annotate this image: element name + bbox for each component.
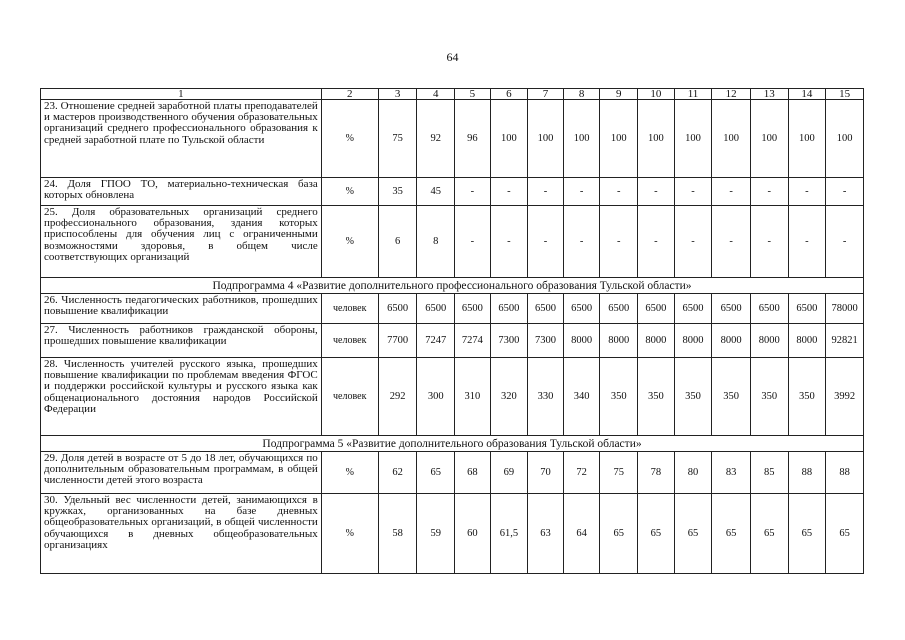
column-header: 15 [826, 89, 864, 100]
indicator-name: 30. Удельный вес численности детей, занимающихся в кружках, организованных на базе дневных общеобразовательных организаций, в общей численности обучающихся в дневных общеобразовательных организациях [41, 494, 322, 574]
value-cell: - [638, 206, 675, 278]
indicator-name: 28. Численность учителей русского языка, прошедших повышение квалификации по проблемам введения ФГОС и поддержки российской культуры и русского языка как общенационального достояния народов Российской Федерации [41, 358, 322, 436]
value-cell: 65 [826, 494, 864, 574]
value-cell: 65 [788, 494, 826, 574]
value-cell: 6500 [674, 294, 712, 324]
value-cell: 100 [563, 100, 600, 178]
value-cell: 96 [455, 100, 491, 178]
unit-cell: человек [321, 358, 378, 436]
value-cell: 8000 [563, 324, 600, 358]
value-cell: 6500 [788, 294, 826, 324]
value-cell: - [712, 178, 751, 206]
value-cell: 78000 [826, 294, 864, 324]
value-cell: - [750, 178, 788, 206]
value-cell: 6500 [378, 294, 417, 324]
value-cell: 100 [490, 100, 528, 178]
value-cell: - [826, 178, 864, 206]
value-cell: 6500 [417, 294, 455, 324]
value-cell: 63 [528, 494, 564, 574]
column-header: 3 [378, 89, 417, 100]
header-row [41, 89, 864, 100]
table-row [41, 178, 864, 206]
unit-cell: % [321, 494, 378, 574]
subprogram-row [41, 278, 864, 294]
value-cell: 100 [638, 100, 675, 178]
value-cell: 6 [378, 206, 417, 278]
value-cell: 59 [417, 494, 455, 574]
column-header: 1 [41, 89, 322, 100]
column-header: 2 [321, 89, 378, 100]
column-header: 14 [788, 89, 826, 100]
value-cell: 8000 [674, 324, 712, 358]
indicator-name: 24. Доля ГПОО ТО, материально-техническая база которых обновлена [41, 178, 322, 206]
table-row [41, 494, 864, 574]
unit-cell: человек [321, 324, 378, 358]
unit-cell: % [321, 206, 378, 278]
value-cell: 300 [417, 358, 455, 436]
value-cell: 8000 [600, 324, 638, 358]
value-cell: - [674, 206, 712, 278]
value-cell: 60 [455, 494, 491, 574]
value-cell: 8000 [712, 324, 751, 358]
table-row [41, 452, 864, 494]
value-cell: 65 [712, 494, 751, 574]
value-cell: 45 [417, 178, 455, 206]
value-cell: 7300 [528, 324, 564, 358]
value-cell: 350 [712, 358, 751, 436]
column-header: 4 [417, 89, 455, 100]
value-cell: 100 [750, 100, 788, 178]
value-cell: 310 [455, 358, 491, 436]
value-cell: 100 [674, 100, 712, 178]
value-cell: 72 [563, 452, 600, 494]
value-cell: 100 [528, 100, 564, 178]
value-cell: 320 [490, 358, 528, 436]
column-header: 9 [600, 89, 638, 100]
table-row [41, 100, 864, 178]
value-cell: 70 [528, 452, 564, 494]
value-cell: 330 [528, 358, 564, 436]
column-header: 13 [750, 89, 788, 100]
value-cell: - [826, 206, 864, 278]
indicator-name: 25. Доля образовательных организаций среднего профессионального образования, здания которых приспособлены для обучения лиц с ограниченными возможностями здоровья, в общем числе соответствующих организаций [41, 206, 322, 278]
value-cell: - [528, 206, 564, 278]
value-cell: 350 [788, 358, 826, 436]
value-cell: 3992 [826, 358, 864, 436]
value-cell: 292 [378, 358, 417, 436]
value-cell: 6500 [712, 294, 751, 324]
indicator-name: 23. Отношение средней заработной платы преподавателей и мастеров производственного обучения образовательных организаций среднего профессионального образования к средней заработной плате по Тульской области [41, 100, 322, 178]
value-cell: 61,5 [490, 494, 528, 574]
page-number: 64 [446, 50, 459, 64]
column-header: 8 [563, 89, 600, 100]
value-cell: 100 [788, 100, 826, 178]
value-cell: 6500 [455, 294, 491, 324]
subprogram-row [41, 436, 864, 452]
value-cell: 85 [750, 452, 788, 494]
value-cell: 350 [600, 358, 638, 436]
value-cell: 8000 [638, 324, 675, 358]
value-cell: 92821 [826, 324, 864, 358]
value-cell: 68 [455, 452, 491, 494]
value-cell: - [528, 178, 564, 206]
value-cell: 69 [490, 452, 528, 494]
value-cell: 75 [600, 452, 638, 494]
value-cell: - [788, 178, 826, 206]
unit-cell: % [321, 452, 378, 494]
indicator-name: 29. Доля детей в возрасте от 5 до 18 лет, обучающихся по дополнительным образовательным программам, в общей численности детей этого возраста [41, 452, 322, 494]
value-cell: 78 [638, 452, 675, 494]
value-cell: 83 [712, 452, 751, 494]
subprogram-title: Подпрограмма 5 «Развитие дополнительного образования Тульской области» [41, 436, 864, 452]
value-cell: - [490, 206, 528, 278]
indicator-name: 27. Численность работников гражданской обороны, прошедших повышение квалификации [41, 324, 322, 358]
subprogram-title: Подпрограмма 4 «Развитие дополнительного профессионального образования Тульской области» [41, 278, 864, 294]
unit-cell: человек [321, 294, 378, 324]
value-cell: 350 [638, 358, 675, 436]
value-cell: - [600, 178, 638, 206]
value-cell: - [712, 206, 751, 278]
value-cell: 340 [563, 358, 600, 436]
table-row [41, 324, 864, 358]
value-cell: 100 [600, 100, 638, 178]
value-cell: 6500 [638, 294, 675, 324]
value-cell: 92 [417, 100, 455, 178]
value-cell: 350 [674, 358, 712, 436]
value-cell: 80 [674, 452, 712, 494]
value-cell: 62 [378, 452, 417, 494]
value-cell: 75 [378, 100, 417, 178]
value-cell: - [455, 178, 491, 206]
value-cell: - [563, 206, 600, 278]
value-cell: 6500 [750, 294, 788, 324]
table-row [41, 206, 864, 278]
value-cell: 6500 [490, 294, 528, 324]
unit-cell: % [321, 178, 378, 206]
value-cell: - [788, 206, 826, 278]
value-cell: 7700 [378, 324, 417, 358]
table-row [41, 294, 864, 324]
value-cell: - [638, 178, 675, 206]
value-cell: 6500 [528, 294, 564, 324]
value-cell: 6500 [563, 294, 600, 324]
value-cell: 65 [638, 494, 675, 574]
value-cell: 8 [417, 206, 455, 278]
indicators-table [40, 88, 864, 574]
value-cell: 100 [712, 100, 751, 178]
value-cell: 88 [788, 452, 826, 494]
value-cell: 6500 [600, 294, 638, 324]
table-row [41, 358, 864, 436]
value-cell: 65 [600, 494, 638, 574]
value-cell: - [563, 178, 600, 206]
value-cell: 7274 [455, 324, 491, 358]
value-cell: 65 [750, 494, 788, 574]
column-header: 10 [638, 89, 675, 100]
column-header: 12 [712, 89, 751, 100]
column-header: 11 [674, 89, 712, 100]
unit-cell: % [321, 100, 378, 178]
column-header: 7 [528, 89, 564, 100]
value-cell: 7247 [417, 324, 455, 358]
value-cell: - [490, 178, 528, 206]
value-cell: 35 [378, 178, 417, 206]
column-header: 5 [455, 89, 491, 100]
value-cell: 64 [563, 494, 600, 574]
column-header: 6 [490, 89, 528, 100]
value-cell: - [750, 206, 788, 278]
value-cell: - [600, 206, 638, 278]
value-cell: 58 [378, 494, 417, 574]
value-cell: 7300 [490, 324, 528, 358]
value-cell: 65 [417, 452, 455, 494]
value-cell: 100 [826, 100, 864, 178]
value-cell: 350 [750, 358, 788, 436]
value-cell: 8000 [750, 324, 788, 358]
value-cell: - [674, 178, 712, 206]
indicator-name: 26. Численность педагогических работников, прошедших повышение квалификации [41, 294, 322, 324]
value-cell: - [455, 206, 491, 278]
value-cell: 88 [826, 452, 864, 494]
value-cell: 65 [674, 494, 712, 574]
value-cell: 8000 [788, 324, 826, 358]
